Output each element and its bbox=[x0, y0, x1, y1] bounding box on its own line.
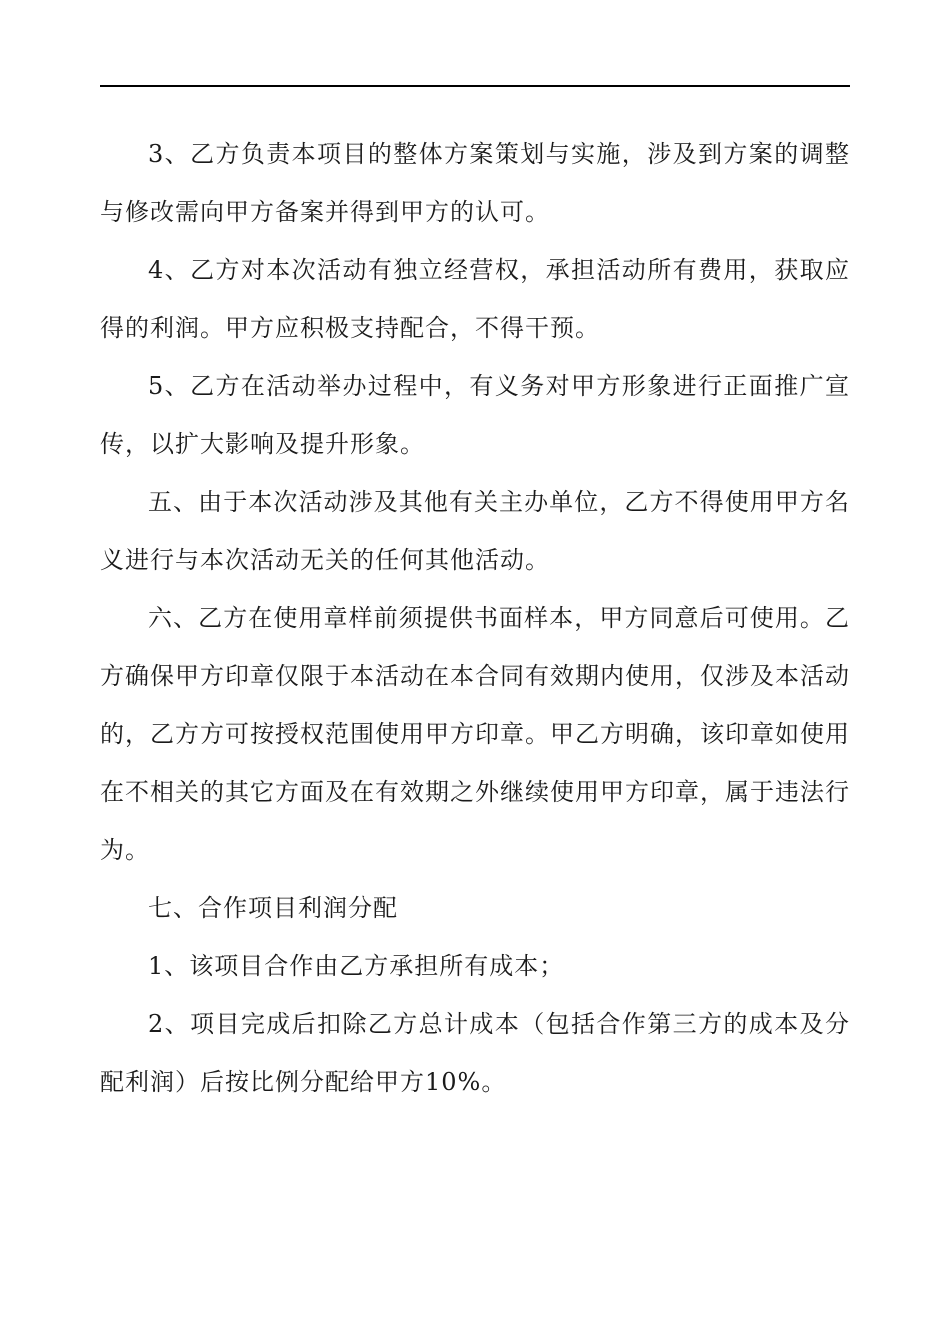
header-rule bbox=[100, 85, 850, 87]
clause-5-paragraph: 5、乙方在活动举办过程中，有义务对甲方形象进行正面推广宣传，以扩大影响及提升形象。 bbox=[100, 372, 850, 458]
section-6-paragraph: 六、乙方在使用章样前须提供书面样本，甲方同意后可使用。乙方确保甲方印章仅限于本活动在本合同有效期内使用，仅涉及本活动的，乙方方可按授权范围使用甲方印章。甲乙方明确，该印章如使用在不相关的其它方面及在有效期之外继续使用甲方印章，属于违法行为。 bbox=[100, 604, 850, 864]
clause-3-paragraph: 3、乙方负责本项目的整体方案策划与实施，涉及到方案的调整与修改需向甲方备案并得到甲方的认可。 bbox=[100, 140, 850, 226]
clause-4-paragraph: 4、乙方对本次活动有独立经营权，承担活动所有费用，获取应得的利润。甲方应积极支持配合，不得干预。 bbox=[100, 256, 850, 342]
profit-item-2-paragraph: 2、项目完成后扣除乙方总计成本（包括合作第三方的成本及分配利润）后按比例分配给甲方10%。 bbox=[100, 1010, 850, 1096]
section-7-heading: 七、合作项目利润分配 bbox=[148, 894, 398, 922]
section-5-paragraph: 五、由于本次活动涉及其他有关主办单位，乙方不得使用甲方名义进行与本次活动无关的任何其他活动。 bbox=[100, 488, 850, 574]
document-body bbox=[100, 125, 850, 1111]
profit-item-1-paragraph: 1、该项目合作由乙方承担所有成本； bbox=[148, 952, 565, 980]
